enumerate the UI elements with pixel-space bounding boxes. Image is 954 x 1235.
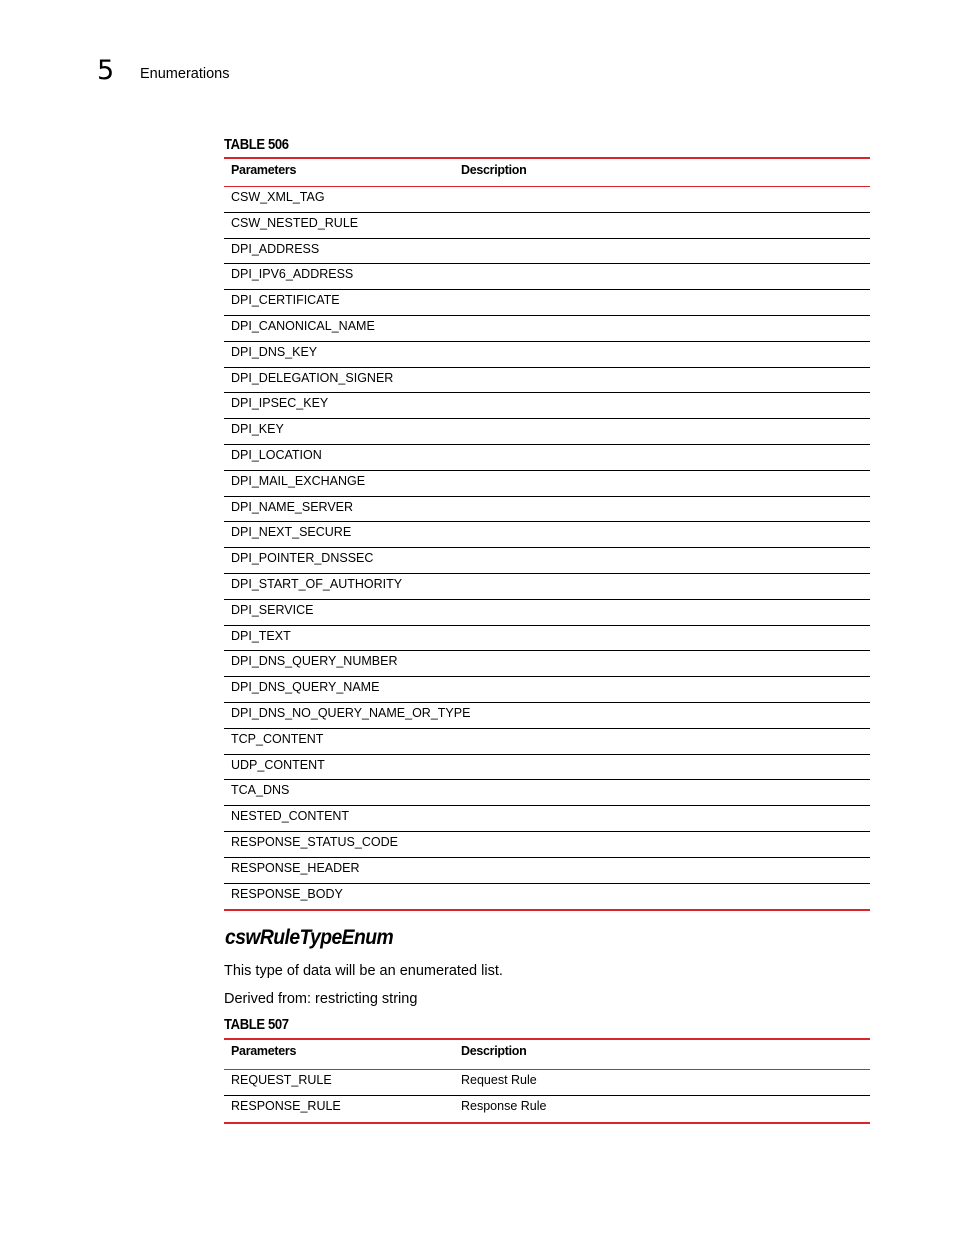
table-row <box>224 393 870 419</box>
cell-description: Request Rule <box>461 1073 537 1087</box>
table-row <box>224 651 870 677</box>
cell-parameter: RESPONSE_BODY <box>231 886 343 901</box>
cell-description <box>455 732 870 754</box>
table-row <box>224 290 870 316</box>
cell-parameter: DPI_KEY <box>231 422 284 437</box>
cell-parameter: DPI_LOCATION <box>231 447 322 462</box>
table-row <box>224 497 870 523</box>
cell-description <box>455 809 870 831</box>
column-header-description: Description <box>461 1044 527 1058</box>
table-row <box>224 1096 870 1122</box>
cell-parameter: DPI_SERVICE <box>231 602 314 617</box>
table-row <box>224 264 870 290</box>
table-header <box>224 159 870 187</box>
cell-description <box>455 396 870 418</box>
table-row <box>224 703 870 729</box>
table-row <box>224 780 870 806</box>
cell-parameter: NESTED_CONTENT <box>231 809 350 824</box>
table-row <box>224 600 870 626</box>
cell-parameter: RESPONSE_STATUS_CODE <box>231 834 398 849</box>
cell-description <box>455 887 870 910</box>
cell-description <box>455 267 870 289</box>
cell-description <box>455 577 870 599</box>
table-row <box>224 213 870 239</box>
cell-description <box>455 216 870 238</box>
cell-description <box>455 293 870 315</box>
cell-description <box>455 551 870 573</box>
cell-description <box>455 835 870 857</box>
cell-parameter: DPI_CANONICAL_NAME <box>231 318 375 333</box>
table-row <box>224 368 870 394</box>
cell-parameter: DPI_START_OF_AUTHORITY <box>231 576 403 591</box>
cell-description <box>455 345 870 367</box>
cell-description <box>455 783 870 805</box>
table-506-caption: TABLE 506 <box>224 137 289 153</box>
chapter-title: Enumerations <box>140 66 230 82</box>
cell-parameter: DPI_NAME_SERVER <box>231 499 354 514</box>
table-row <box>224 677 870 703</box>
table-507 <box>224 1038 870 1124</box>
table-row <box>224 239 870 265</box>
cell-description <box>455 371 870 393</box>
cell-parameter: DPI_DELEGATION_SIGNER <box>231 370 394 385</box>
table-row <box>224 729 870 755</box>
table-row <box>224 574 870 600</box>
cell-description <box>455 654 870 676</box>
table-row <box>224 626 870 652</box>
table-row <box>224 342 870 368</box>
cell-parameter: CSW_XML_TAG <box>231 190 325 204</box>
column-header-parameters: Parameters <box>231 1044 297 1058</box>
cell-description <box>455 474 870 496</box>
cell-parameter: DPI_ADDRESS <box>231 241 320 256</box>
section-title: cswRuleTypeEnum <box>225 926 394 949</box>
table-row <box>224 1070 870 1096</box>
cell-parameter: TCA_DNS <box>231 783 290 798</box>
table-506 <box>224 157 870 911</box>
cell-description <box>455 758 870 780</box>
cell-parameter: UDP_CONTENT <box>231 757 325 772</box>
cell-description <box>455 603 870 625</box>
table-row <box>224 755 870 781</box>
cell-description <box>455 448 870 470</box>
column-header-description: Description <box>461 163 527 177</box>
cell-description <box>455 680 870 702</box>
cell-description <box>455 319 870 341</box>
cell-description <box>455 190 870 212</box>
cell-parameter: TCP_CONTENT <box>231 731 324 746</box>
table-507-caption: TABLE 507 <box>224 1017 289 1033</box>
cell-parameter: DPI_DNS_QUERY_NUMBER <box>231 654 398 669</box>
cell-description <box>455 629 870 651</box>
cell-parameter: REQUEST_RULE <box>231 1073 332 1087</box>
table-row <box>224 316 870 342</box>
cell-description <box>455 500 870 522</box>
cell-parameter: DPI_CERTIFICATE <box>231 293 340 308</box>
table-row <box>224 858 870 884</box>
table-row <box>224 445 870 471</box>
cell-parameter: DPI_DNS_NO_QUERY_NAME_OR_TYPE <box>231 705 471 720</box>
cell-parameter: CSW_NESTED_RULE <box>231 215 359 230</box>
table-row <box>224 522 870 548</box>
table-row <box>224 187 870 213</box>
section-paragraph: Derived from: restricting string <box>224 991 418 1007</box>
table-body <box>224 187 870 909</box>
table-header <box>224 1040 870 1070</box>
table-body <box>224 1070 870 1122</box>
cell-description <box>455 706 870 728</box>
table-row <box>224 548 870 574</box>
cell-parameter: DPI_TEXT <box>231 628 291 643</box>
cell-parameter: DPI_NEXT_SECURE <box>231 525 352 540</box>
table-row <box>224 884 870 910</box>
cell-parameter: RESPONSE_RULE <box>231 1099 341 1113</box>
cell-parameter: DPI_POINTER_DNSSEC <box>231 551 374 566</box>
cell-parameter: DPI_IPV6_ADDRESS <box>231 267 354 282</box>
cell-description: Response Rule <box>461 1099 547 1113</box>
cell-parameter: DPI_DNS_KEY <box>231 344 318 359</box>
cell-parameter: DPI_IPSEC_KEY <box>231 396 329 411</box>
column-header-parameters: Parameters <box>231 163 297 177</box>
cell-description <box>455 525 870 547</box>
chapter-number: 5 <box>97 55 115 86</box>
table-row <box>224 832 870 858</box>
table-row <box>224 419 870 445</box>
cell-parameter: DPI_MAIL_EXCHANGE <box>231 473 366 488</box>
table-row <box>224 806 870 832</box>
cell-description <box>455 861 870 883</box>
section-paragraph: This type of data will be an enumerated list. <box>224 963 503 979</box>
cell-parameter: DPI_DNS_QUERY_NAME <box>231 680 380 695</box>
cell-parameter: RESPONSE_HEADER <box>231 860 360 875</box>
cell-description <box>455 422 870 444</box>
table-row <box>224 471 870 497</box>
cell-description <box>455 242 870 264</box>
